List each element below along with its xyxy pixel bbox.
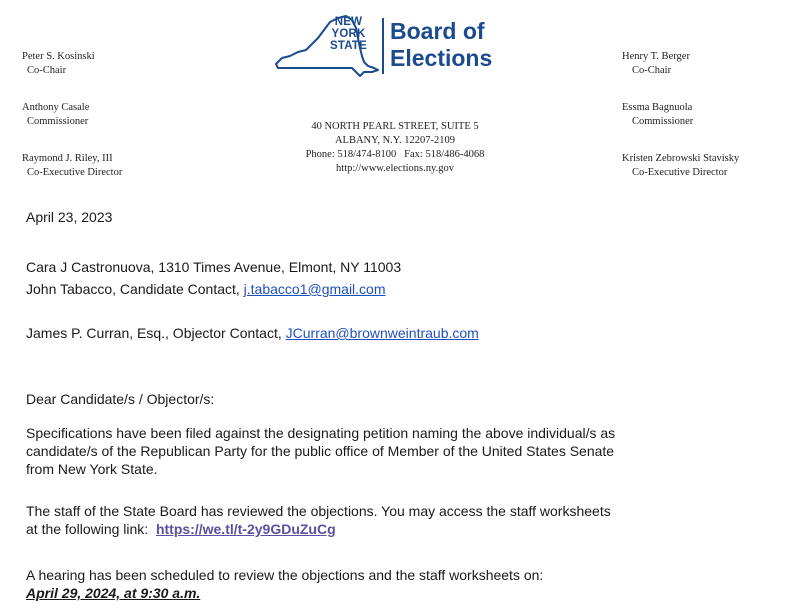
board-of-elections-logo <box>268 12 518 80</box>
hearing-date: April 29, 2024, at 9:30 a.m. <box>26 585 201 601</box>
worksheets-link[interactable]: https://we.tl/t-2y9GDuZuCg <box>155 521 336 537</box>
officer-name: Kristen Zebrowski Stavisky <box>622 153 740 164</box>
paragraph-specifications <box>26 424 615 478</box>
recipient-address: Cara J Castronuova, 1310 Times Avenue, Elmont, NY 11003 <box>26 259 402 275</box>
state-wordmark <box>330 16 367 52</box>
officer-title: Co-Executive Director <box>27 167 123 178</box>
board-wordmark <box>390 18 492 72</box>
officer-name: Raymond J. Riley, III <box>22 153 113 164</box>
objector-contact <box>26 324 479 342</box>
paragraph-line: from New York State. <box>26 461 158 477</box>
officer-commissioner-right <box>622 101 693 129</box>
letter-date: April 23, 2023 <box>26 209 113 225</box>
address-city: ALBANY, N.Y. 12207-2109 <box>334 135 456 146</box>
paragraph-line: Specifications have been filed against the designating petition naming the above individual/s as <box>26 425 616 441</box>
logo-divider <box>382 18 384 74</box>
office-address <box>220 120 570 176</box>
candidate-contact <box>26 280 386 298</box>
paragraph-line <box>26 520 611 538</box>
officer-name: Essma Bagnuola <box>622 102 693 113</box>
officer-name: Peter S. Kosinski <box>22 51 95 62</box>
officer-co-chair-right <box>622 50 690 78</box>
officer-name: Anthony Casale <box>22 102 90 113</box>
officer-director-right <box>622 152 739 180</box>
candidate-email-link[interactable]: j.tabacco1@gmail.com <box>243 281 386 297</box>
state-word-york: YORK <box>331 28 366 40</box>
officer-title: Co-Chair <box>632 65 672 76</box>
officer-co-chair-left <box>22 50 95 78</box>
link-lead-text: at the following link: <box>26 521 156 537</box>
officer-commissioner-left <box>22 101 89 129</box>
officer-director-left <box>22 152 122 180</box>
state-word-new: NEW <box>334 16 363 28</box>
board-word-line2: Elections <box>390 45 493 71</box>
paragraph-line: The staff of the State Board has reviewed the objections. You may access the staff worksheets <box>26 503 611 519</box>
address-street: 40 NORTH PEARL STREET, SUITE 5 <box>311 121 479 132</box>
objector-contact-label: James P. Curran, Esq., Objector Contact, <box>26 325 286 341</box>
officer-title: Commissioner <box>632 116 694 127</box>
salutation: Dear Candidate/s / Objector/s: <box>26 391 215 407</box>
officer-title: Commissioner <box>27 116 89 127</box>
paragraph-hearing <box>26 566 543 602</box>
objector-email-link[interactable]: JCurran@brownweintraub.com <box>285 325 479 341</box>
paragraph-line: A hearing has been scheduled to review the objections and the staff worksheets on: <box>26 567 544 583</box>
paragraph-line: candidate/s of the Republican Party for the public office of Member of the United States Senate <box>26 443 615 459</box>
board-word-line1: Board of <box>390 18 485 44</box>
officer-title: Co-Chair <box>27 65 67 76</box>
state-word-state: STATE <box>330 40 367 52</box>
address-phone: Phone: 518/474-8100 Fax: 518/486-4068 <box>305 149 485 160</box>
address-website: http://www.elections.ny.gov <box>336 163 454 174</box>
officer-name: Henry T. Berger <box>622 51 690 62</box>
officer-title: Co-Executive Director <box>632 167 728 178</box>
candidate-contact-label: John Tabacco, Candidate Contact, <box>26 281 244 297</box>
paragraph-worksheets <box>26 502 611 538</box>
